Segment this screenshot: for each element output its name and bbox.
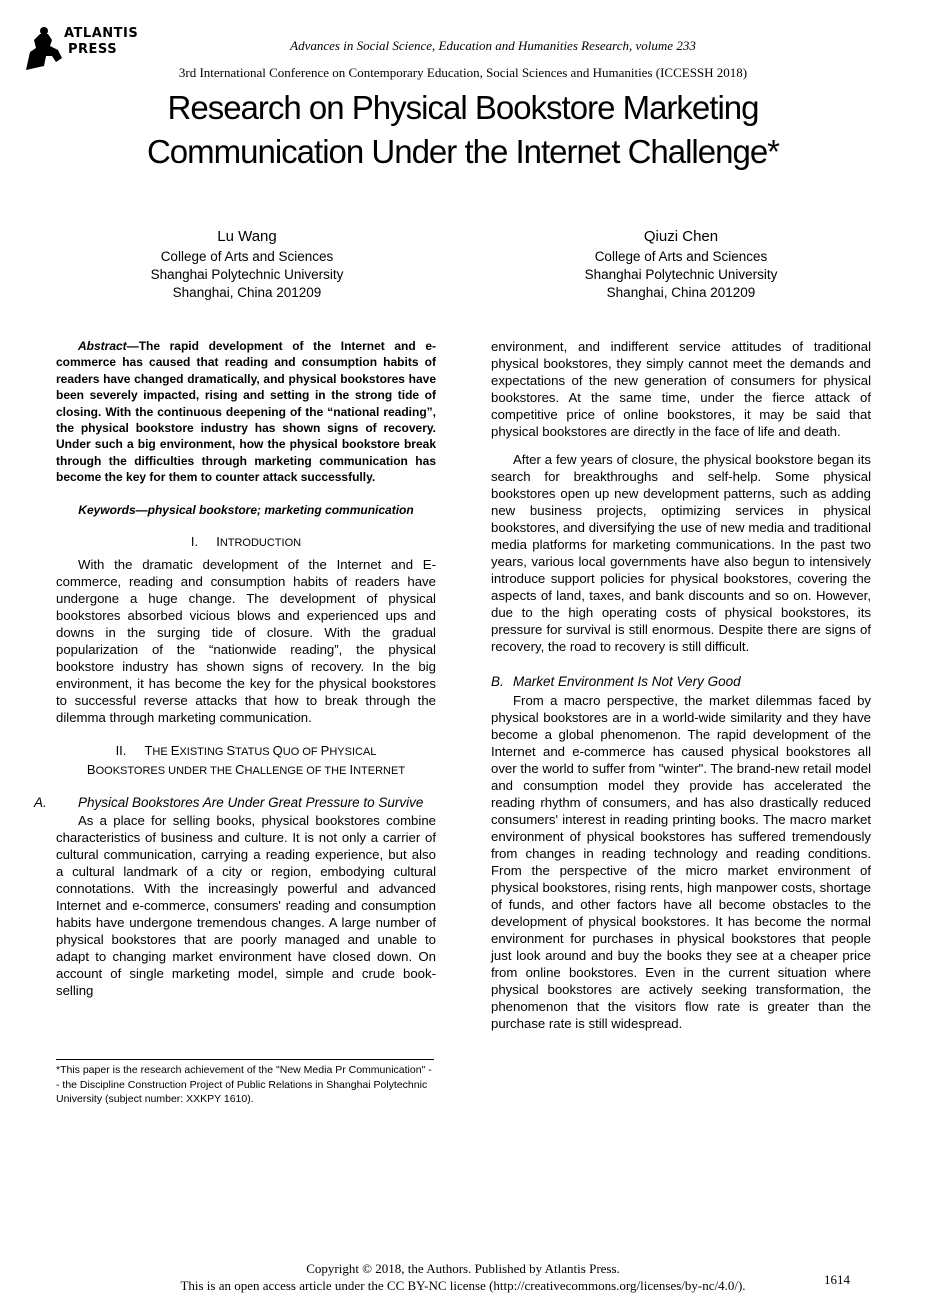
subsection-title: Market Environment Is Not Very Good [513,674,741,689]
copyright-line: Copyright © 2018, the Authors. Published by Atlantis Press. [306,1261,620,1276]
abstract-text: The rapid development of the Internet and e-commerce has caused that reading and consumption habits of readers have changed dramatically, and physical bookstores have been severely impacted, rising and setting in the strong tide of closing. With the continuous deepening of the “national reading”, the physical bookstore industry has shown signs of recovery. Under such a big environment, how the physical bookstore break through the difficulties through marketing communication has become the key for them to counter attack successfully. [56,339,436,485]
page-number: 1614 [824,1272,850,1287]
abstract [56,338,436,486]
conference-title: 3rd International Conference on Contemporary Education, Social Sciences and Humanities (ICCESSH 2018) [178,65,748,80]
intro-paragraph: With the dramatic development of the Internet and E-commerce, reading and consumption habits of readers have undergone a huge change. The development of physical bookstores absorbed vicious blows and experienced ups and downs in the surging tide of closure. With the gradual popularization of the “nationwide reading”, the physical bookstore industry has shown signs of recovery. In the big environment, it has become the key for the physical bookstores to successful reverse attacks that how to break through the dilemma through marketing communication. [56,556,436,725]
author-univ: Shanghai Polytechnic University [584,267,778,282]
abstract-dash: — [126,339,139,353]
author-name: Qiuzi Chen [643,228,719,245]
section-number: I. [190,533,199,549]
logo-line-2: PRESS [68,42,118,57]
series-title: Advances in Social Science, Education and Humanities Research, volume 233 [290,38,696,53]
author-block-1 [82,227,412,302]
author-addr: Shanghai, China 201209 [172,285,322,300]
author-univ: Shanghai Polytechnic University [150,267,344,282]
section-b-paragraph-1: From a macro perspective, the market dilemmas faced by physical bookstores are in a world-wide similarity and they have become a global phenomenon. The rapid development of the Internet and e-commerce has caused physical bookstores all over the world to suffer from "winter". The brand-new retail model and consumption model they provide has accelerated the reading rhythm of consumers, and has also drastically reduced consumers' interest in reading printing books. The macro market environment of physical bookstores has suffered tremendously from changes in reading technology and reading conditions. From the perspective of the micro market environment of physical bookstores, rising rents, high manpower costs, shortage of funds, and other factors have all become obstacles to the development of physical bookstores. It has become the normal environment for purchases in physical bookstores that people just look around and buy the books they see at a cheaper price from online bookstores. Even in the current situation where physical bookstores are actively seeking transformation, the phenomenon that the visitors flow rate is greater than the purchase rate is still widespread. [491,693,871,1031]
license-line: This is an open access article under the CC BY-NC license (http://creativecommons.org/licenses/by-nc/4.0/). [180,1278,746,1293]
section-a-paragraph-1-continued: environment, and indifferent service attitudes of traditional physical bookstores, they simply cannot meet the demands and expectations of the new generation of consumers for physical bookstores. At the same time, under the fierce attack of competitive price of online bookstores, it may be said that physical bookstores are directly in the face of life and death. [491,339,871,439]
keywords [56,502,436,519]
author-block-2 [516,227,846,302]
abstract-lead: Abstract [78,339,127,353]
author-addr: Shanghai, China 201209 [606,285,756,300]
author-dept: College of Arts and Sciences [594,249,768,264]
subsection-label: A. [34,794,47,810]
subsection-title: Physical Bookstores Are Under Great Pressure to Survive [78,794,424,810]
author-dept: College of Arts and Sciences [160,249,334,264]
section-heading-existing-status: II. THE EXISTING STATUS QUO OF PHYSICAL BOOKSTORES UNDER THE CHALLENGE OF THE INTERNET [86,742,406,777]
keywords-dash: — [135,502,148,517]
right-column [491,338,871,1032]
page-footer [0,1260,926,1294]
footnote-divider [56,1059,434,1060]
logo-line-1: ATLANTIS [64,26,139,41]
subsection-heading-a [34,794,436,811]
subsection-label: B. [491,674,504,689]
keywords-text: physical bookstore; marketing communication [147,502,414,517]
section-a-paragraph-1: As a place for selling books, physical bookstores combine characteristics of business and culture. It is not only a carrier of cultural communication, carrying a reading experience, but also a cultural landmark of a city or region, embodying cultural connotations. With the increasingly powerful and advanced Internet and e-commerce, consumers' reading and consumption habits have undergone tremendous changes. A large number of physical bookstores that are poorly managed and unable to adapt to changing market environment have closed down. On account of single marketing model, simple and crude book-selling [56,812,436,998]
paper-title [40,86,886,174]
title-line-2: Communication Under the Internet Challenge* [146,133,780,170]
section-number: II. [115,742,127,758]
subsection-heading-b [491,673,871,690]
title-line-1: Research on Physical Bookstore Marketing [167,89,759,126]
footnote: *This paper is the research achievement of the "New Media Pr Communication" -- the Discipline Construction Project of Public Relations in Shanghai Polytechnic University (subject number: XXKPY 1610). [56,1064,432,1105]
author-name: Lu Wang [217,228,277,245]
section-a-paragraph-2: After a few years of closure, the physical bookstore began its search for breakthroughs and self-help. Some physical bookstores open up new development patterns, such as adding new business projects, optimizing services in physical bookstores, and diversifying the use of new media and traditional media platforms for marketing communications. In the past two years, various local governments have also begun to intensively introduce support policies for physical bookstores, covering the aspects of land, taxes, and bank discounts and so on. However, due to the high operating costs of physical bookstores, its pressure for survival is still enormous. Despite there are signs of recovery, the road to recovery is still difficult. [491,452,871,654]
section-heading-introduction: I. INTRODUCTION [190,533,302,549]
keywords-lead: Keywords [78,502,136,517]
left-column [34,338,436,999]
